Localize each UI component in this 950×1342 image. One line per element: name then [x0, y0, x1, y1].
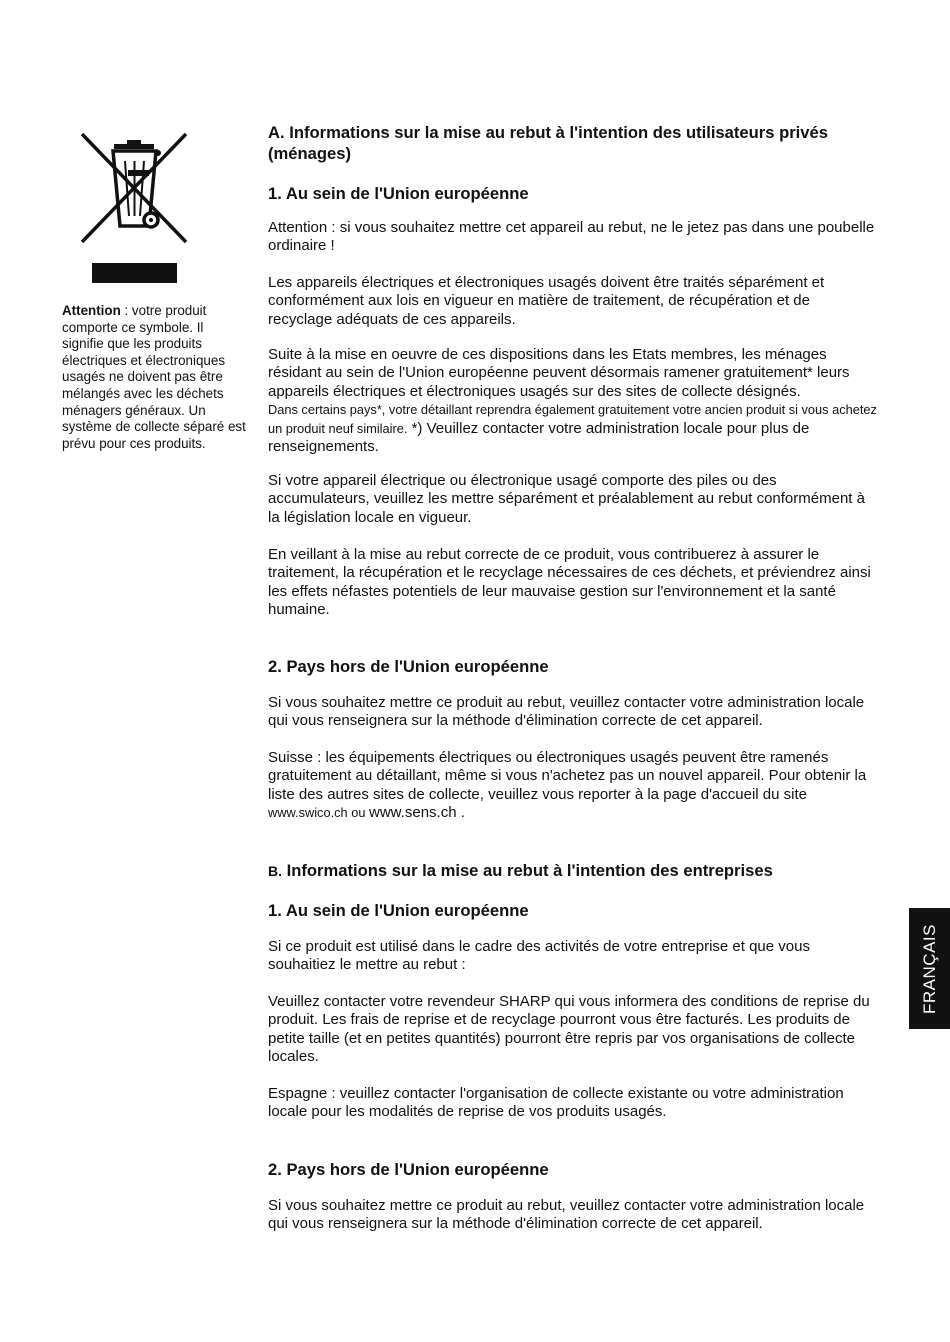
section-b-letter: B. [268, 863, 282, 879]
section-a-non-eu-paragraph-2 [268, 749, 878, 823]
section-b-title [268, 860, 878, 882]
section-a-eu-paragraph-1: Attention : si vous souhaitez mettre cet appareil au rebut, ne le jetez pas dans une poubelle ordinaire ! [268, 219, 875, 255]
paragraph-3-end: *) Veuillez contacter votre administration locale pour plus de renseignements. [268, 419, 810, 456]
language-tab-label: FRANÇAIS [919, 923, 939, 1014]
section-b-title-text: Informations sur la mise au rebut à l'intention des entreprises [282, 861, 773, 880]
switzerland-text: Suisse : les équipements électriques ou électroniques usagés peuvent être ramenés gratuitement au détaillant, même si vous n'achetez pas un nouvel appareil. Pour obtenir la liste des autres sites de collecte, veuillez vous reporter à la page d'accueil du site [268, 749, 867, 803]
section-a-eu-paragraph-4: Si votre appareil électrique ou électronique usagé comporte des piles ou des accumulateurs, veuillez les mettre séparément et préalablement au rebut conformément à la législation locale en vigueur. [268, 472, 865, 526]
weee-black-bar [92, 263, 177, 283]
section-a-eu-paragraph-2: Les appareils électriques et électroniques usagés doivent être traités séparément et conformément aux lois en vigueur en matière de traitement, de récupération et de recyclage adéquats de ces appareils. [268, 274, 825, 328]
switzerland-end: . [456, 804, 465, 822]
section-b-non-eu-heading: 2. Pays hors de l'Union européenne [268, 1160, 549, 1179]
paragraph-3-main: Suite à la mise en oeuvre de ces dispositions dans les Etats membres, les ménages résidant au sein de l'Union européenne peuvent désormais ramener gratuitement* leurs appareils électriques et électroniques usagés sur des sites de collecte désignés. [268, 346, 850, 400]
section-b-eu-paragraph-1: Si ce produit est utilisé dans le cadre des activités de votre entreprise et que vous souhaitiez le mettre au rebut : [268, 938, 810, 974]
section-a-title: A. Informations sur la mise au rebut à l'intention des utilisateurs privés (ménages) [268, 123, 828, 163]
sidebar-attention-note [62, 303, 248, 452]
swico-site: www.swico.ch [268, 805, 348, 821]
language-tab [909, 908, 950, 1029]
paragraph-3-small-print: Dans certains pays*, votre détaillant reprendra également gratuitement votre ancien produit si vous achetez un produit neuf similaire. [268, 402, 877, 436]
sens-site: www.sens.ch [369, 804, 457, 822]
section-b-eu-paragraph-2: Veuillez contacter votre revendeur SHARP qui vous informera des conditions de reprise du produit. Les frais de reprise et de recyclage pourront vous être facturés. Les produits de petite taille (et en petites quantités) pourront être repris par vos organisations de collecte locales. [268, 993, 870, 1066]
section-a-non-eu-heading: 2. Pays hors de l'Union européenne [268, 657, 549, 676]
section-a-eu-paragraph-5: En veillant à la mise au rebut correcte de ce produit, vous contribuerez à assurer le traitement, la récupération et le recyclage nécessaires de ces déchets, et préviendrez ainsi les effets néfastes potentiels de leur mauvaise gestion sur l'environnement et la santé humaine. [268, 546, 871, 619]
attention-label: Attention [62, 303, 121, 318]
section-a-eu-paragraph-3 [268, 346, 878, 456]
section-a-non-eu-paragraph-1: Si vous souhaitez mettre ce produit au rebut, veuillez contacter votre administration locale qui vous renseignera sur la méthode d'élimination correcte de cet appareil. [268, 694, 865, 730]
section-b-eu-heading: 1. Au sein de l'Union européenne [268, 901, 529, 920]
section-a-eu-heading: 1. Au sein de l'Union européenne [268, 184, 529, 203]
section-b-eu-paragraph-3: Espagne : veuillez contacter l'organisation de collecte existante ou votre administration locale pour les modalités de reprise de vos produits usagés. [268, 1085, 844, 1121]
attention-text: : votre produit comporte ce symbole. Il signifie que les produits électriques et électroniques usagés ne doivent pas être mélangés avec les déchets ménagers généraux. Un système de collecte séparé est prévu pour ces produits. [62, 303, 246, 451]
crossed-out-wheelie-bin-icon [78, 130, 190, 246]
site-separator: ou [347, 805, 370, 821]
section-b-non-eu-paragraph-1: Si vous souhaitez mettre ce produit au rebut, veuillez contacter votre administration locale qui vous renseignera sur la méthode d'élimination correcte de cet appareil. [268, 1197, 865, 1233]
